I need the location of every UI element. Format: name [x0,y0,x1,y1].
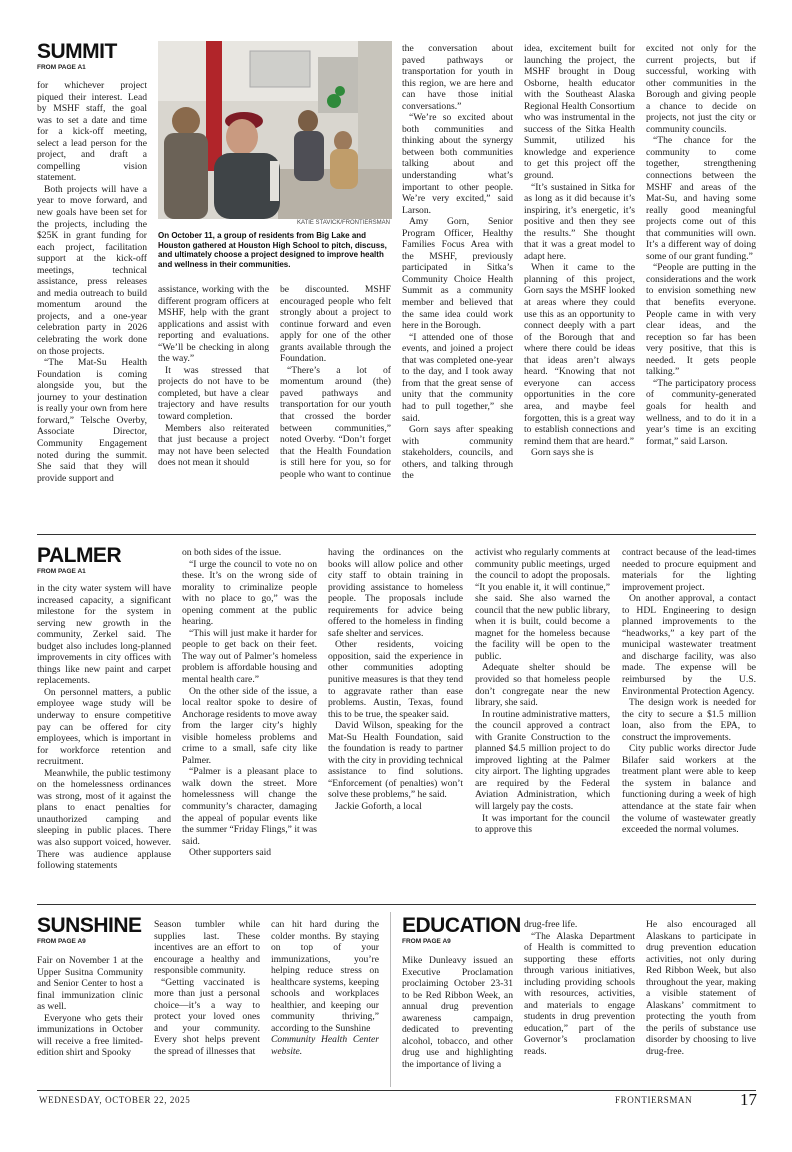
paragraph: can hit hard during the colder months. By staying on top of your immunizations, you’re helping reduce stress on healthcare systems, keeping schools and workplaces healthier, and keeping our community thriving,” according to the Sunshine [271,919,379,1034]
paragraph: Amy Gorn, Senior Program Officer, Healthy Families Focus Area with the MSHF, previously participated in Sitka’s Community Choice Health Summit as a community member and believed that the same idea could work here in the Borough. [402,216,513,332]
paragraph: “I urge the council to vote no on these. It’s on the wrong side of morality to criminalize people with no place to go,” was the opening comment at the public hearing. [182,558,317,628]
paragraph: “The Mat-Su Health Foundation is coming alongside you, but the journey to your destination is really your own from here forward,” Telsche Overby, Associate Director, Community Engagement noted during the summit. She said that they will provide support and [37,357,147,484]
paragraph: He also encouraged all Alaskans to participate in drug prevention education activities, not only during Red Ribbon Week, but also throughout the year, making a visible statement of Alaskans’ commitment to protecting the youth from the perils of substance use disorder by choosing to live drug-free. [646,919,756,1058]
paragraph: David Wilson, speaking for the Mat-Su Health Foundation, said the foundation is ready to partner with the city in providing technical assistance to find solutions. “Enforcement (of penalties) won’t solve these problems,” he said. [328,720,463,801]
paragraph: “I attended one of those events, and joined a project that was completed one-year to the day, and I took away from that the great sense of unity that the community had to pull together,” she said. [402,331,513,424]
summit-col-4 [402,43,513,528]
summit-col-3 [280,284,391,528]
sunshine-col-3-body [271,919,379,1034]
paragraph: be discounted. MSHF encouraged people who felt strongly about a project to continue forward and even apply for one of the other grants available through the Foundation. [280,284,391,365]
sunshine-col-3 [271,919,379,1087]
paragraph: Gorn says she is [531,447,594,459]
paragraph: assistance, working with the different program officers at MSHF, help with the grant applications and assist with reporting and evaluations. “We’ll be checking in along the way.” [158,284,269,365]
paragraph: the conversation about paved pathways or transportation for youth in this region, we are here and can have those initial conversations.” [402,43,513,112]
paragraph: It was stressed that projects do not have to be completed, but have a clear trajectory and have results toward completion. [158,364,269,423]
footer-paper-name: FRONTIERSMAN [615,1095,693,1105]
paragraph: Adequate shelter should be provided so that homeless people don’t congregate near the new library, she said. [475,662,610,709]
footer-rule [37,1090,756,1091]
paragraph: drug-free life. [524,919,578,930]
paragraph: City public works director Jude Bilafer said workers at the treatment plant were able to keep the system in balance and functioning during a week of high attendance at the state fair when the volume of wastewater greatly exceeded the normal volumes. [622,743,756,836]
paragraph: excited not only for the current projects, but if successful, working with other communities in the Borough and giving people a chance to decide on projects, not just the city or community councils. [646,43,756,135]
summit-col-5 [524,43,635,528]
paragraph: Mike Dunleavy issued an Executive Proclamation proclaiming October 23-31 to be Red Ribbon Week, an annual drug prevention awareness campaign, dedicated to preventing alcohol, tobacco, and other drug use and highlighting the importance of living a [402,955,513,1070]
paragraph: Both projects will have a year to move forward, and new goals have been set for the projects, including the $25K in grant funding for each project, facilitation support at the kick-off meetings, technical assistance, press releases and media outreach to build momentum around the projects, and a one-year celebration party in 2026 celebrating the work done on those projects. [37,183,147,357]
summit-from-page: FROM PAGE A1 [37,64,86,71]
summit-col-2 [158,284,269,528]
paragraph: “This will just make it harder for people to get back on their feet. The way out of Palmer’s homeless problem is affordable housing and mental health care.” [182,627,317,686]
paragraph: “Getting vaccinated is more than just a personal choice—it’s a way to protect your loved ones and your community. Every shot helps prevent the spread of illnesses that [154,976,260,1058]
paragraph: When it came to the planning of this project, Gorn says the MSHF looked at areas where they could use this as an opportunity to connect deeply with a part of the Borough that and where there could be ideas that ideas aren’t always heard. “Knowing that not everyone can access opportunities in the core area, and maybe feel forgotten, this is a great way to establish connections and remind them that are heard.” [524,262,635,447]
palmer-col-1 [37,583,171,895]
education-slug: EDUCATION [402,914,521,937]
photo-credit: KATIE STAVICK/FRONTIERSMAN [296,220,390,226]
sunshine-col-1 [37,955,143,1087]
paragraph: “There’s a lot of momentum around (the) paved pathways and transportation for our youth that crossed the border between communities,” noted Overby. “Don’t forget that the Health Foundation is still here for you, so for people who want to continue [280,364,391,480]
page-number: 17 [740,1090,757,1109]
education-col-1 [402,955,513,1087]
paragraph: “The Alaska Department of Health is committed to supporting these efforts through various initiatives, including providing schools with resources, activities, and materials to engage students in drug prevention education,” part of the Governor’s proclamation reads. [524,930,635,1058]
sunshine-from-page: FROM PAGE A9 [37,938,86,945]
paragraph: idea, excitement built for launching the project, the MSHF brought in Doug Osborne, health educator with the Southeast Alaska Regional Health Consortium who was instrumental in the success of the Sitka Health Summit, utilized his knowledge and experience to get this project off the ground. [524,43,635,182]
paragraph: On personnel matters, a public employee wage study will be underway to ensure competitive pay can be offered for city employees, which is important in for workforce retention and recruitment. [37,686,171,768]
paragraph: contract because of the lead-times needed to procure equipment and materials for the lighting improvement project. [622,547,756,593]
paragraph: On the other side of the issue, a local realtor spoke to desire of Anchorage residents to move away from the larger city’s highly visible homeless problems and crime to a small, safe city like Palmer. [182,685,317,766]
paragraph: Other supporters said [189,847,272,859]
paragraph: In routine administrative matters, the council approved a contract with Granite Construction to the planned $4.5 million project to do improved lighting at the Palmer city airport. The lighting upgrades are required by the Federal Aviation Administration, which will largely pay the costs. [475,708,610,813]
paragraph: Season tumbler while supplies last. These incentives are an effort to encourage a healthy and responsible community. [154,919,260,977]
paragraph: Everyone who gets their immunizations in October will receive a free limited-edition shirt and Spooky [37,1012,143,1059]
palmer-col-4 [475,547,610,895]
sunshine-slug: SUNSHINE [37,914,142,937]
paragraph: Gorn says after speaking with community stakeholders, councils, and others, and talking through the [402,424,513,482]
paragraph: “The chance for the community to come together, strengthening connections between the MSHF and areas of the Mat-Su, and having some really good meaningful projects come out of this that communities will own. It’s a different way of doing some of our grant funding.” [646,135,756,262]
education-from-page: FROM PAGE A9 [402,938,451,945]
section-divider [37,534,756,535]
palmer-from-page: FROM PAGE A1 [37,568,86,575]
palmer-col-5 [622,547,756,895]
palmer-col-3 [328,547,463,895]
paragraph: On another approval, a contact to HDL Engineering to design planned improvements to the “headworks,” a key part of the municipal wastewater treatment and discharge facility, was also made. The expense will be reimbursed by the U.S. Environmental Protection Agency. [622,593,756,697]
paragraph: activist who regularly comments at community public meetings, urged the council to adopt the proposals. “It you enable it, it will continue,” she said. She also warned the council that the new public library, when it is built, could become a magnet for the homeless because the facility will be open to the public. [475,547,610,662]
summit-slug: SUMMIT [37,40,117,63]
education-col-3 [646,919,756,1087]
summit-photo [158,41,392,219]
sunshine-col-2 [154,919,260,1087]
section-divider [37,904,756,905]
paragraph: “We’re so excited about both communities and thinking about the synergy between both communities talking about and understanding what’s important to other people. We’re very excited,” said Larson. [402,112,513,216]
paragraph: having the ordinances on the books will allow police and other city staff to obtain training in providing assistance to homeless people. The proposals include requirements for advice being offered to the homeless in finding safe shelter and services. [328,547,463,639]
footer-date: WEDNESDAY, OCTOBER 22, 2025 [39,1095,191,1105]
photo-caption: On October 11, a group of residents from Big Lake and Houston gathered at Houston High School to pitch, discuss, and ultimately choose a project designed to improve health and wellness in their communities. [158,231,387,269]
paragraph: in the city water system will have increased capacity, a significant milestone for the system in serving new growth in the community, Zerkel said. The budget also includes long-planned improvements in city offices with things like new paint and carpet replacements. [37,583,171,687]
paragraph: “Palmer is a pleasant place to walk down the street. More homelessness will change the community’s character, damaging the appeal of popular events like the summer “Friday Flings,” it was said. [182,766,317,847]
sunshine-credit: Community Health Center website. [271,1034,379,1058]
summit-col-1 [37,80,147,528]
education-col-2 [524,919,635,1087]
palmer-slug: PALMER [37,544,122,567]
paragraph: Other residents, voicing opposition, said the experience in other communities adopting punitive measures is that they tend to aggravate rather than ease problems. Austin, Texas, found this to be true, the speaker said. [328,639,463,720]
paragraph: for whichever project piqued their interest. Lead by MSHF staff, the goal was to set a date and time for a kick-off meeting, select a lead person for the project, and draft a compelling vision statement. [37,80,147,184]
column-rule [390,912,391,1087]
paragraph: “People are putting in the considerations and the work to envision something new that benefits everyone. People came in with very clear ideas, and the reception so far has been very positive, that this is needed. It gets people talking.” [646,262,756,378]
paragraph: It was important for the council to approve this [475,812,610,836]
paragraph: on both sides of the issue. [182,547,282,558]
paragraph: Fair on November 1 at the Upper Susitna Community and Senior Center to host a final immunization clinic as well. [37,955,143,1013]
paragraph: The design work is needed for the city to secure a $1.5 million loan, also from the EPA, to construct the improvements. [622,697,756,743]
paragraph: Jackie Goforth, a local [335,801,422,813]
paragraph: Meanwhile, the public testimony on the homelessness ordinances was strong, most of it against the plans to enact penalties for unauthorized camping and sleeping in public places. There was also support voiced, however. There was audience applause following statements [37,767,171,872]
palmer-col-2 [182,547,317,895]
paragraph: “It’s sustained in Sitka for as long as it did because it’s inspiring, it’s energetic, it’s positive and then they see the results.” She thought that it was a great model to adapt here. [524,181,635,262]
summit-col-6 [646,43,756,528]
paragraph: Members also reiterated that just because a project may not have been selected does not mean it should [158,422,269,469]
paragraph: “The participatory process of community-generated goals for health and wellness, and to do it in a year’s time is an exciting format,” said Larson. [646,377,756,447]
